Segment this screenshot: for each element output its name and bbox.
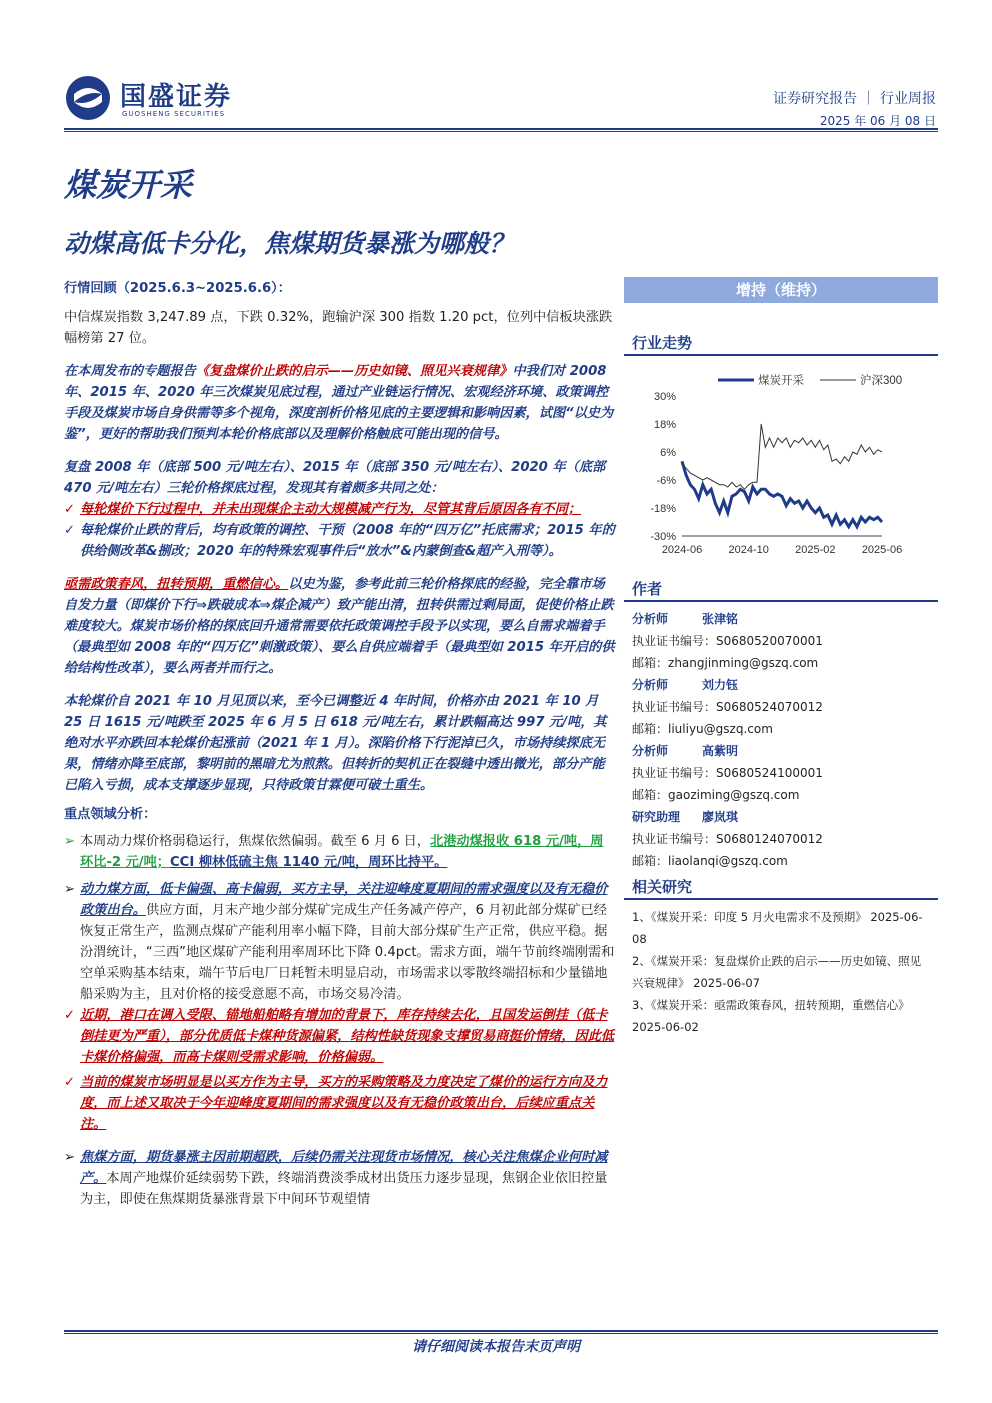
logo <box>64 74 264 124</box>
check-text: 每轮煤价止跌的背后，均有政策的调控、干预（2008 年的“四万亿”托底需求；2015 年的供给侧改革&捌改；2020 年的特殊宏观事件后“放水”&内蒙倒查&超产入刑等）。 <box>80 523 615 559</box>
cert-number: S0680124070012 <box>716 832 823 846</box>
author-role: 分析师 <box>632 744 669 758</box>
author-role: 分析师 <box>632 612 669 626</box>
arrow-icon: ➢ <box>64 1150 76 1165</box>
b1-cci: CCI 柳林低硫主焦 1140 元/吨，周环比持平。 <box>170 855 448 870</box>
p1-report-link[interactable]: 《复盘煤价止跌的启示——历史如镜、照见兴衰规律》 <box>195 364 513 379</box>
y-tick-label: -6% <box>656 475 676 487</box>
author-name: 张津铭 <box>702 612 739 626</box>
y-tick-label: -30% <box>650 531 676 543</box>
related-title: 相关研究 <box>632 878 693 896</box>
footer-rule <box>64 1330 938 1332</box>
legend-label: 沪深300 <box>860 375 903 387</box>
cert-number: S0680520070001 <box>716 634 823 648</box>
author-block <box>632 806 932 872</box>
check-item <box>64 499 616 520</box>
author-email[interactable]: liaolanqi@gszq.com <box>668 854 788 868</box>
p3-body: 以史为鉴，参考此前三轮价格探底的经验，完全靠市场自发力量（即煤价下行⇒跌破成本⇒煤企减产）致产能出清，扭转供需过剩局面，促使价格止跌难度较大。煤炭市场价格的探底回升通常需要依托政策调控手段予以实现，要么自需求端着手（最典型如 2008 年的“四万亿”刺激政策）、要么自供应端着手（最典型如 2015 年开启的供给结构性改革），要么两者并而行之。 <box>64 577 615 676</box>
header-rule-thin <box>64 131 938 132</box>
brand-name: 国盛证券 <box>120 82 233 112</box>
cert-number: S0680524070012 <box>716 700 823 714</box>
email-label: 邮箱： <box>632 788 669 802</box>
cert-label: 执业证书编号： <box>632 634 717 648</box>
authors-title: 作者 <box>632 580 663 598</box>
check-icon: ✓ <box>64 1075 76 1090</box>
bullet-text <box>80 831 616 873</box>
p3-lead: 亟需政策春风，扭转预期，重燃信心。 <box>64 577 289 592</box>
related-list <box>632 906 928 1038</box>
rating-label: 增持（维持） <box>735 281 826 299</box>
header-rule <box>64 128 938 130</box>
paragraph-review-bottoms: 复盘 2008 年（底部 500 元/吨左右）、2015 年（底部 350 元/吨左右）、2020 年（底部 470 元/吨左右）三轮价格探底过程，发现其有着颇多共同之处： <box>64 460 606 496</box>
review-heading: 行情回顾（2025.6.3~2025.6.6）： <box>64 281 291 296</box>
paragraph-policy <box>64 574 616 679</box>
author-list <box>632 608 932 872</box>
sector-title: 煤炭开采 <box>64 166 193 204</box>
author-name: 刘力钰 <box>702 678 739 692</box>
bullet-item <box>64 1147 616 1210</box>
check-icon: ✓ <box>64 1008 76 1023</box>
b1-lead: 本周动力煤价格弱稳运行，焦煤依然偏弱。截至 6 月 6 日， <box>80 834 431 849</box>
author-name: 高紫明 <box>702 744 739 758</box>
related-item[interactable]: 2、《煤炭开采：复盘煤价止跌的启示——历史如镜、照见兴衰规律》 2025-06-07 <box>632 954 922 990</box>
footer-disclaimer: 请仔细阅读本报告末页声明 <box>412 1339 580 1355</box>
arrow-icon: ➢ <box>64 882 76 897</box>
email-label: 邮箱： <box>632 656 669 670</box>
bullet-text <box>80 879 616 1005</box>
cert-label: 执业证书编号： <box>632 832 717 846</box>
trend-rule <box>624 354 938 356</box>
author-block <box>632 740 932 806</box>
b1-highlight: 北港动煤报收 618 元/吨，周环比-2 元/吨； <box>80 834 604 870</box>
author-role: 研究助理 <box>632 810 681 824</box>
related-rule <box>624 898 938 900</box>
cert-label: 执业证书编号： <box>632 700 717 714</box>
footer-rule-thin <box>64 1333 938 1334</box>
p1-lead: 在本周发布的专题报告 <box>64 364 196 379</box>
check-text: 每轮煤价下行过程中，并未出现煤企主动大规模减产行为，尽管其背后原因各有不同； <box>80 502 582 517</box>
y-tick-label: -18% <box>650 503 676 515</box>
b2-body: 供应方面，月末产地少部分煤矿完成生产任务减产停产，6 月初此部分煤矿已经恢复正常生产，监测点煤矿产能利用率小幅下降，目前大部分煤矿生产正常，供应平稳。据汾渭统计，“三西”地区煤矿产能利用率周环比下降 0.4pct。需求方面，端午节前终端刚需和空单采购基本结束，端午节后电厂日耗暂未明显启动，市场需求以零散终端招标和少量锚地船采购为主，且对价格的接受意愿不高，市场交易冷清。 <box>80 903 615 1002</box>
check-text: 当前的煤炭市场明显是以买方作为主导，买方的采购策略及力度决定了煤价的运行方向及力度，而上述又取决于今年迎峰度夏期间的需求强度以及有无稳价政策出台，后续应重点关注。 <box>80 1075 608 1132</box>
y-tick-label: 6% <box>660 447 676 459</box>
logo-icon <box>64 74 112 122</box>
series-line-coal-mining <box>682 461 882 526</box>
paragraph-price-cycle: 本轮煤价自 2021 年 10 月见顶以来，至今已调整近 4 年时间，价格亦由 2021 年 10 月 25 日 1615 元/吨跌至 2025 年 6 月 5 日 618 元/吨左右，累计跌幅高达 997 元/吨，其绝对水平亦跌回本轮煤价起涨前（2021 年 1 月）。深陷价格下行泥淖已久，市场持续探底无果，情绪亦降至底部，黎明前的黑暗尤为煎熬。但转折的契机正在裂缝中透出微光，部分产能已陷入亏损，成本支撑逐步显现，只待政策甘霖便可破土重生。 <box>64 694 607 793</box>
paragraph-special-report <box>64 361 616 445</box>
industry-trend-chart <box>624 362 938 566</box>
report-type: 证券研究报告 ｜ 行业周报 <box>773 91 936 107</box>
check-icon: ✓ <box>64 502 76 517</box>
author-block <box>632 608 932 674</box>
bullet-text <box>80 1147 616 1210</box>
x-tick-label: 2024-10 <box>728 544 769 556</box>
cert-label: 执业证书编号： <box>632 766 717 780</box>
email-label: 邮箱： <box>632 854 669 868</box>
authors-rule <box>624 600 938 602</box>
bullet-item <box>64 831 616 873</box>
author-block <box>632 674 932 740</box>
x-tick-label: 2024-06 <box>661 544 703 556</box>
author-email[interactable]: zhangjinming@gszq.com <box>668 656 819 670</box>
review-body: 中信煤炭指数 3,247.89 点，下跌 0.32%，跑输沪深 300 指数 1.20 pct，位列中信板块涨跌幅榜第 27 位。 <box>64 310 613 346</box>
check-item <box>64 1005 616 1068</box>
author-name: 廖岚琪 <box>702 810 739 824</box>
report-title: 动煤高低卡分化，焦煤期货暴涨为哪般？ <box>64 229 515 258</box>
focus-heading: 重点领域分析： <box>64 807 157 822</box>
b3-body: 本周产地煤价延续弱势下跌，终端消费淡季成材出货压力逐步显现，焦钢企业依旧控量为主，即使在焦煤期货暴涨背景下中间环节观望情 <box>80 1171 608 1207</box>
rating-box <box>624 277 938 303</box>
check-icon: ✓ <box>64 523 76 538</box>
p1-body: 中我们对 2008 年、2015 年、2020 年三次煤炭见底过程，通过产业链运行情况、宏观经济环境、政策调控手段及煤炭市场自身供需等多个视角，深度剖析价格见底的主要逻辑和影响因素，试图“以史为鉴”，更好的帮助我们预判本轮价格底部以及理解价格触底可能出现的信号。 <box>64 364 614 442</box>
y-tick-label: 18% <box>653 419 676 431</box>
x-tick-label: 2025-06 <box>861 544 903 556</box>
y-tick-label: 30% <box>653 391 676 403</box>
b2-lead: 动力煤方面，低卡偏强、高卡偏弱，买方主导，关注迎峰度夏期间的需求强度以及有无稳价政策出台。 <box>80 882 608 918</box>
cert-number: S0680524100001 <box>716 766 823 780</box>
b3-lead: 焦煤方面，期货暴涨主因前期超跌，后续仍需关注现货市场情况，核心关注焦煤企业何时减产。 <box>80 1150 608 1186</box>
email-label: 邮箱： <box>632 722 669 736</box>
series-line-csi300 <box>682 424 882 489</box>
brand-english: GUOSHENG SECURITIES <box>122 110 226 118</box>
author-role: 分析师 <box>632 678 669 692</box>
legend-label: 煤炭开采 <box>758 375 804 387</box>
trend-title: 行业走势 <box>632 334 693 352</box>
report-date: 2025 年 06 月 08 日 <box>819 114 936 128</box>
x-tick-label: 2025-02 <box>795 544 836 556</box>
check-item <box>64 1072 616 1135</box>
related-item[interactable]: 3、《煤炭开采：亟需政策春风，扭转预期，重燃信心》 2025-06-02 <box>632 998 910 1034</box>
check-text: 近期，港口在调入受限、锚地船舶略有增加的背景下，库存持续去化，且国发运倒挂（低卡倒挂更为严重），部分优质低卡煤种货源偏紧，结构性缺货现象支撑贸易商挺价情绪，因此低卡煤价格偏强，而高卡煤则受需求影响，价格偏弱。 <box>80 1008 615 1065</box>
arrow-icon: ➢ <box>64 834 76 849</box>
bullet-item <box>64 879 616 1005</box>
main-column <box>64 278 616 1210</box>
check-item <box>64 520 616 562</box>
related-item[interactable]: 1、《煤炭开采：印度 5 月火电需求不及预期》 2025-06-08 <box>632 910 923 946</box>
author-email[interactable]: gaoziming@gszq.com <box>668 788 800 802</box>
author-email[interactable]: liuliyu@gszq.com <box>668 722 773 736</box>
